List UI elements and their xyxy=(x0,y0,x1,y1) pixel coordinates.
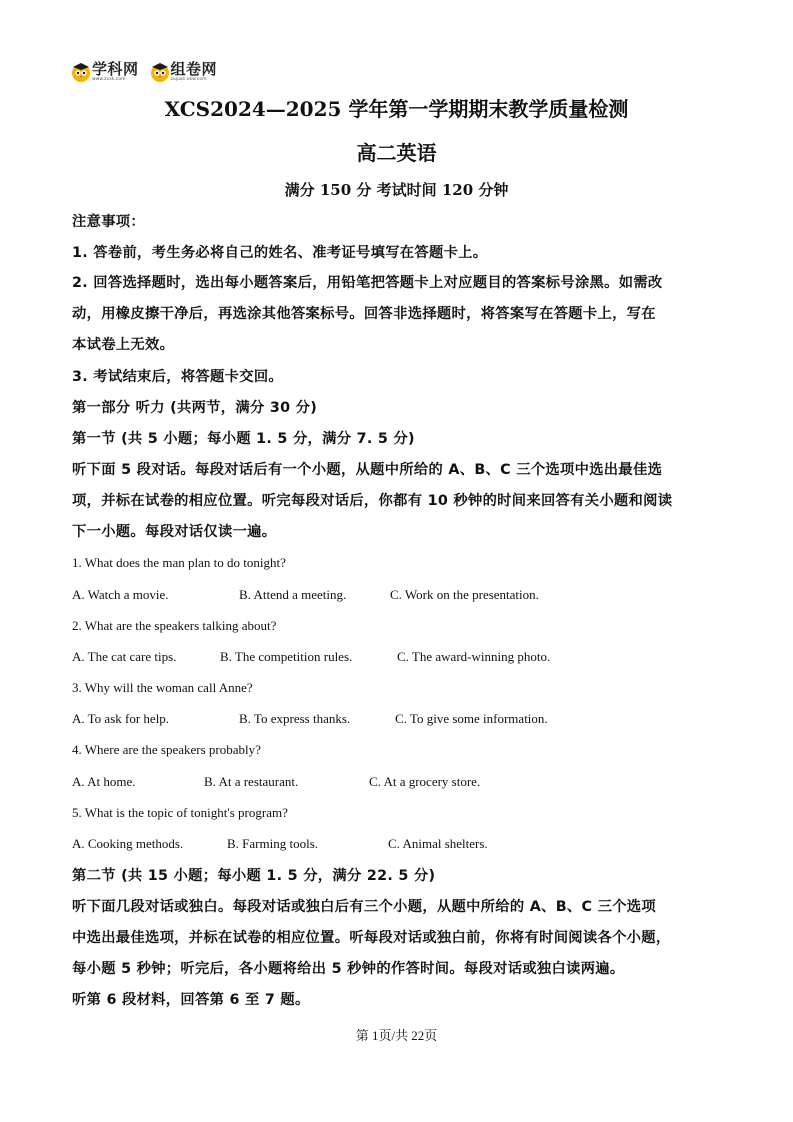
logo2-name: 组卷网 xyxy=(170,59,218,78)
q4-option-a: A. At home. xyxy=(72,774,136,789)
material-6-instruction: 听第 6 段材料，回答第 6 至 7 题。 xyxy=(72,992,310,1008)
zujuan-logo xyxy=(149,61,218,83)
q3-option-b: B. To express thanks. xyxy=(239,711,351,726)
section1-heading: 第一节 (共 5 小题；每小题 1. 5 分，满分 7. 5 分) xyxy=(72,431,415,447)
q4-option-c: C. At a grocery store. xyxy=(369,774,481,789)
notes-heading: 注意事项： xyxy=(72,214,145,230)
question-3: 3. Why will the woman call Anne? xyxy=(72,680,253,695)
zxxk-logo xyxy=(70,61,139,83)
note-1: 1. 答卷前，考生务必将自己的姓名、准考证号填写在答题卡上。 xyxy=(72,245,488,261)
exam-meta: 满分 150 分 考试时间 120 分钟 xyxy=(284,181,509,199)
logo2-url: zujuan.xkw.com xyxy=(170,76,207,82)
exam-title: XCS2024—2025 学年第一学期期末教学质量检测 xyxy=(164,97,629,121)
section2-instructions-line-2: 中选出最佳选项，并标在试卷的相应位置。听每段对话或独白前，你将有时间阅读各个小题， xyxy=(72,930,671,946)
page-number: 第 1页/共 22页 xyxy=(355,1028,438,1043)
q3-option-c: C. To give some information. xyxy=(395,711,548,726)
q1-option-a: A. Watch a movie. xyxy=(72,587,169,602)
q1-option-b: B. Attend a meeting. xyxy=(239,587,347,602)
q2-option-b: B. The competition rules. xyxy=(220,649,353,664)
q2-option-c: C. The award-winning photo. xyxy=(397,649,551,664)
logo1-url: www.zxxk.com xyxy=(92,76,126,82)
note-2-line-3: 本试卷上无效。 xyxy=(72,337,175,353)
note-2-line-1: 2. 回答选择题时，选出每小题答案后，用铅笔把答题卡上对应题目的答案标号涂黑。如需改 xyxy=(72,275,663,291)
question-4: 4. Where are the speakers probably? xyxy=(72,742,261,757)
section2-heading: 第二节 (共 15 小题；每小题 1. 5 分，满分 22. 5 分) xyxy=(72,868,436,884)
note-2-line-2: 动，用橡皮擦干净后，再选涂其他答案标号。回答非选择题时，将答案写在答题卡上，写在 xyxy=(72,306,656,322)
q5-option-c: C. Animal shelters. xyxy=(388,836,488,851)
section2-instructions-line-3: 每小题 5 秒钟；听完后，各小题将给出 5 秒钟的作答时间。每段对话或独白读两遍。 xyxy=(72,961,625,977)
section1-instructions-line-2: 项，并标在试卷的相应位置。听完每段对话后，你都有 10 秒钟的时间来回答有关小题和阅读 xyxy=(72,493,673,509)
note-3: 3. 考试结束后，将答题卡交回。 xyxy=(72,369,284,385)
q2-option-a: A. The cat care tips. xyxy=(72,649,177,664)
q5-option-b: B. Farming tools. xyxy=(227,836,319,851)
section2-instructions-line-1: 听下面几段对话或独白。每段对话或独白后有三个小题，从题中所给的 A、B、C 三个选项 xyxy=(72,899,656,915)
q3-option-a: A. To ask for help. xyxy=(72,711,170,726)
header-logos xyxy=(70,58,217,86)
section1-instructions-line-1: 听下面 5 段对话。每段对话后有一个小题，从题中所给的 A、B、C 三个选项中选出最佳选 xyxy=(72,462,663,478)
logo1-name: 学科网 xyxy=(92,59,139,78)
question-1: 1. What does the man plan to do tonight? xyxy=(72,555,286,570)
exam-subject: 高二英语 xyxy=(356,141,437,165)
q4-option-b: B. At a restaurant. xyxy=(204,774,299,789)
owl-icon xyxy=(149,61,171,83)
q1-option-c: C. Work on the presentation. xyxy=(390,587,539,602)
section1-instructions-line-3: 下一小题。每段对话仅读一遍。 xyxy=(72,524,277,540)
part1-heading: 第一部分 听力 (共两节，满分 30 分) xyxy=(72,400,318,416)
question-2: 2. What are the speakers talking about? xyxy=(72,618,277,633)
question-5: 5. What is the topic of tonight's program? xyxy=(72,805,288,820)
q5-option-a: A. Cooking methods. xyxy=(72,836,184,851)
owl-icon xyxy=(70,61,92,83)
